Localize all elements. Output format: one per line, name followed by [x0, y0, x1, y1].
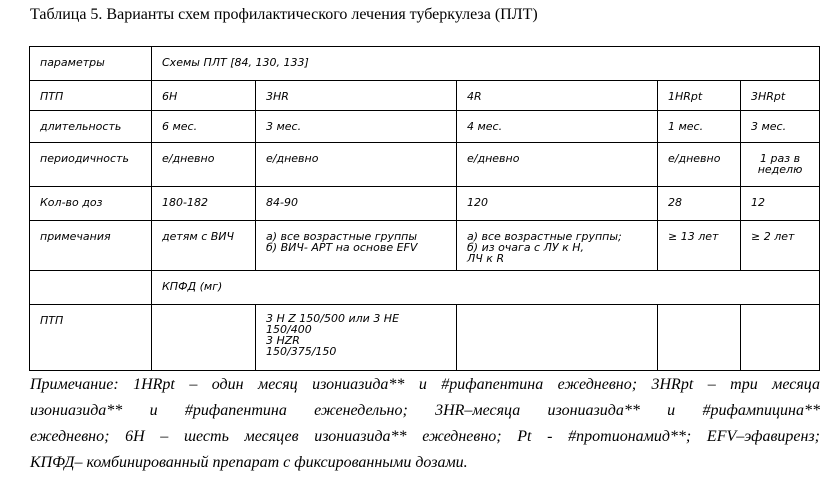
- table-cell: ≥ 2 лет: [741, 221, 820, 271]
- table-cell: 4 мес.: [457, 111, 658, 143]
- table-cell: е/дневно: [256, 143, 457, 187]
- cell-line: 150/375/150: [266, 345, 337, 358]
- table-cell: ≥ 13 лет: [658, 221, 741, 271]
- cell-line: 3 H Z 150/500 или 3 HE: [266, 312, 400, 325]
- table-cell: 84-90: [256, 187, 457, 221]
- footnote: [30, 372, 820, 476]
- row-label: ПТП: [30, 305, 152, 371]
- table-cell: детям с ВИЧ: [152, 221, 256, 271]
- cell-line: неделю: [757, 163, 803, 176]
- table-row-frequency: [30, 143, 820, 187]
- table-cell: 6 мес.: [152, 111, 256, 143]
- table-cell: [152, 305, 256, 371]
- table-cell: 3 мес.: [741, 111, 820, 143]
- cell-line: б) ВИЧ- АРТ на основе EFV: [266, 241, 418, 254]
- table-cell: 12: [741, 187, 820, 221]
- table-cell: [457, 221, 658, 271]
- table-row-dose-count: [30, 187, 820, 221]
- table-cell: [457, 305, 658, 371]
- table-cell: 3HR: [256, 81, 457, 111]
- row-label: Кол-во доз: [30, 187, 152, 221]
- table-cell: 28: [658, 187, 741, 221]
- table-cell: е/дневно: [658, 143, 741, 187]
- footnote-line: изониазида** и #рифапентина еженедельно; 3HR–месяца изониазида** и #рифампицина**: [30, 402, 820, 419]
- cell-line: а) все возрастные группы;: [467, 230, 622, 243]
- row-label: длительность: [30, 111, 152, 143]
- table-cell: [256, 221, 457, 271]
- plt-schemes-table: [29, 46, 820, 371]
- table-cell: 1HRpt: [658, 81, 741, 111]
- table-cell: [256, 305, 457, 371]
- row-label: примечания: [30, 221, 152, 271]
- table-row-duration: [30, 111, 820, 143]
- kpfd-header: КПФД (мг): [152, 271, 820, 305]
- row-label: [30, 271, 152, 305]
- cell-line: а) все возрастные группы: [266, 230, 418, 243]
- cell-line: 1 раз в: [760, 152, 801, 165]
- schemes-header: Схемы ПЛТ [84, 130, 133]: [152, 47, 820, 81]
- table-row-kpfd-header: [30, 271, 820, 305]
- table-caption: Таблица 5. Варианты схем профилактического лечения туберкулеза (ПЛТ): [30, 6, 538, 23]
- table-row-ptp: [30, 81, 820, 111]
- table-row-notes: [30, 221, 820, 271]
- table-cell: 4R: [457, 81, 658, 111]
- table-cell: 3 мес.: [256, 111, 457, 143]
- table-cell: е/дневно: [152, 143, 256, 187]
- table-cell: [658, 305, 741, 371]
- footnote-line: КПФД– комбинированный препарат с фиксированными дозами.: [30, 454, 468, 471]
- table-cell: [741, 305, 820, 371]
- table-cell: 6H: [152, 81, 256, 111]
- table-row-parameters: [30, 47, 820, 81]
- table-cell: 180-182: [152, 187, 256, 221]
- cell-line: ЛЧ к R: [467, 252, 505, 265]
- footnote-line: ежедневно; 6H – шесть месяцев изониазида** ежедневно; Pt - #протионамид**; EFV–эфавиренз;: [30, 428, 820, 445]
- row-label: периодичность: [30, 143, 152, 187]
- cell-line: 3 HZR: [266, 334, 300, 347]
- row-label: параметры: [30, 47, 152, 81]
- table-row-kpfd-ptp: [30, 305, 820, 371]
- footnote-line: Примечание: 1HRpt – один месяц изониазида** и #рифапентина ежедневно; 3HRpt – три месяца: [30, 376, 820, 393]
- table-cell: 3HRpt: [741, 81, 820, 111]
- table-cell: [741, 143, 820, 187]
- table-cell: е/дневно: [457, 143, 658, 187]
- row-label: ПТП: [30, 81, 152, 111]
- table-cell: 1 мес.: [658, 111, 741, 143]
- cell-line: 150/400: [266, 323, 312, 336]
- table-cell: 120: [457, 187, 658, 221]
- cell-line: б) из очага с ЛУ к Н,: [467, 241, 584, 254]
